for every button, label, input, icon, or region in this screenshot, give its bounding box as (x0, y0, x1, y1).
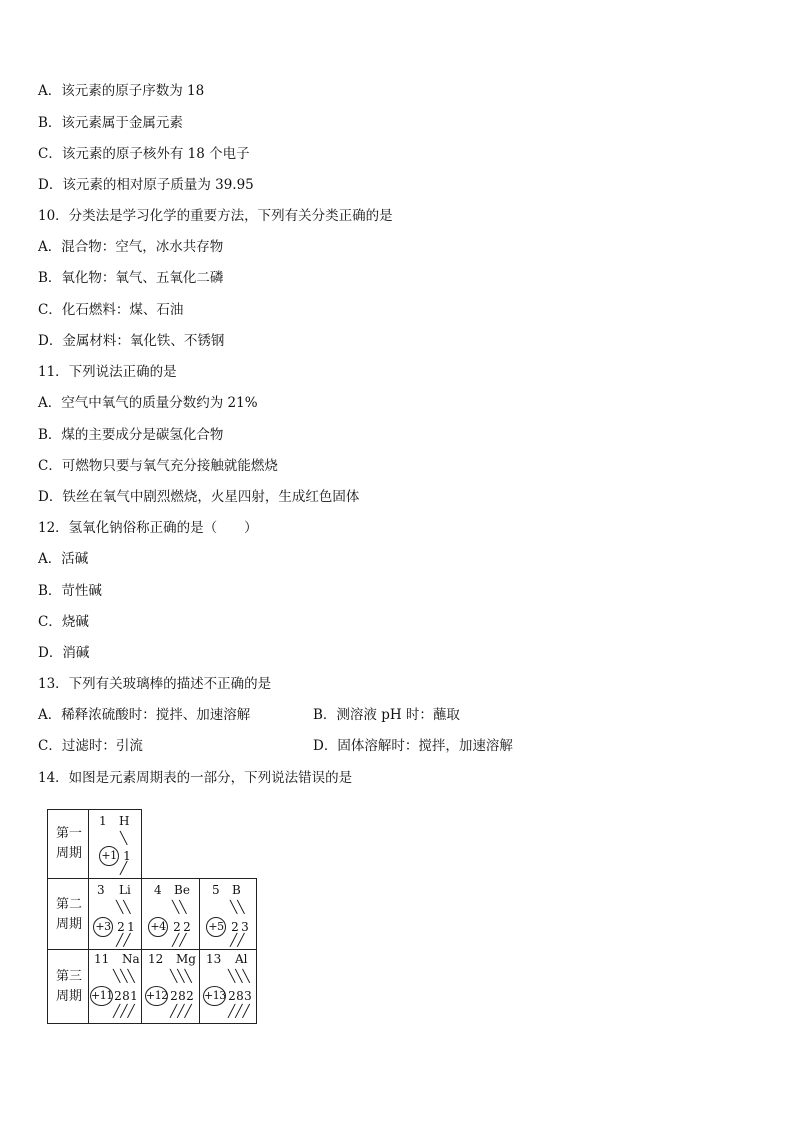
shell-arc-be-bottom: ╱╱ (172, 933, 187, 947)
element-cell-h (88, 809, 142, 879)
shell-mg-1: 2 (170, 989, 178, 1003)
nucleus-be: +4 (148, 917, 168, 937)
q12-stem: 12．氢氧化钠俗称正确的是（ ） (38, 520, 258, 536)
element-cell-mg (141, 949, 200, 1024)
shell-li-2: 1 (127, 920, 135, 934)
element-number-be: 4 (154, 883, 162, 897)
shell-na-3: 1 (130, 989, 138, 1003)
element-number-b: 5 (212, 883, 220, 897)
q13-option-b: B．测溶液 pH 时：蘸取 (313, 707, 460, 723)
q9-option-d: D．该元素的相对原子质量为 39.95 (38, 177, 254, 193)
element-symbol-li: Li (119, 883, 131, 897)
element-number-li: 3 (97, 883, 105, 897)
nucleus-na: +11 (90, 986, 113, 1006)
q9-option-a: A．该元素的原子序数为 18 (38, 83, 205, 99)
shell-mg-3: 2 (186, 989, 194, 1003)
period-3-label: 第三 周期 (55, 969, 82, 1004)
q13-option-a: A．稀释浓硫酸时：搅拌、加速溶解 (38, 707, 251, 723)
nucleus-li: +3 (93, 917, 113, 937)
element-symbol-be: Be (174, 883, 190, 897)
element-number-na: 11 (94, 952, 110, 966)
q12-option-c: C．烧碱 (38, 614, 89, 630)
shell-arc-na-bottom: ╱╱╱ (113, 1004, 135, 1018)
q10-option-b: B．氧化物：氧气、五氧化二磷 (38, 270, 224, 286)
shell-na-1: 2 (114, 989, 122, 1003)
q11-stem: 11．下列说法正确的是 (38, 364, 177, 380)
element-cell-be (141, 878, 200, 950)
shell-al-3: 3 (244, 989, 252, 1003)
q12-option-b: B．苛性碱 (38, 583, 102, 599)
shell-arc-mg-bottom: ╱╱╱ (170, 1004, 192, 1018)
period-1-label: 第一 周期 (55, 826, 82, 861)
element-symbol-b: B (232, 883, 241, 897)
q14-stem: 14．如图是元素周期表的一部分，下列说法错误的是 (38, 770, 353, 786)
element-symbol-h: H (119, 814, 130, 828)
q9-option-b: B．该元素属于金属元素 (38, 115, 183, 131)
q10-option-c: C．化石燃料：煤、石油 (38, 302, 184, 318)
shell-h-1: 1 (123, 849, 131, 863)
q10-option-a: A．混合物：空气，冰水共存物 (38, 239, 224, 255)
shell-arc-na: ╲╲╲ (113, 969, 135, 983)
periodic-table-fragment (47, 809, 257, 1024)
shell-al-2: 8 (236, 989, 244, 1003)
shell-arc-al: ╲╲╲ (228, 969, 250, 983)
q12-option-d: D．消碱 (38, 645, 90, 661)
nucleus-al: +13 (203, 986, 226, 1006)
shell-arc-h-bottom: ╱ (120, 861, 128, 875)
shell-al-1: 2 (228, 989, 236, 1003)
q11-option-c: C．可燃物只要与氧气充分接触就能燃烧 (38, 458, 278, 474)
shell-arc-h: ╲ (120, 831, 128, 845)
nucleus-mg: +12 (145, 986, 168, 1006)
q10-stem: 10．分类法是学习化学的重要方法，下列有关分类正确的是 (38, 208, 393, 224)
nucleus-h: +1 (99, 846, 119, 866)
shell-arc-b-bottom: ╱╱ (230, 933, 245, 947)
element-symbol-na: Na (122, 952, 140, 966)
shell-arc-b: ╲╲ (230, 900, 245, 914)
period-1-label-cell (47, 809, 89, 879)
element-symbol-al: Al (235, 952, 248, 966)
period-2-label-cell (47, 878, 89, 950)
q11-option-b: B．煤的主要成分是碳氢化合物 (38, 427, 224, 443)
element-number-h: 1 (99, 814, 107, 828)
q12-option-a: A．活碱 (38, 551, 89, 567)
shell-arc-be: ╲╲ (172, 900, 187, 914)
shell-be-2: 2 (183, 920, 191, 934)
element-symbol-mg: Mg (176, 952, 196, 966)
element-cell-al (199, 949, 257, 1024)
q9-option-c: C．该元素的原子核外有 18 个电子 (38, 146, 250, 162)
q11-option-a: A．空气中氧气的质量分数约为 21% (38, 395, 258, 411)
element-cell-na (88, 949, 142, 1024)
shell-b-1: 2 (231, 920, 239, 934)
element-cell-b (199, 878, 257, 950)
shell-arc-al-bottom: ╱╱╱ (228, 1004, 250, 1018)
element-number-al: 13 (206, 952, 222, 966)
shell-arc-li-bottom: ╱╱ (116, 933, 131, 947)
period-2-label: 第二 周期 (55, 897, 82, 932)
q10-option-d: D．金属材料：氧化铁、不锈钢 (38, 333, 225, 349)
shell-li-1: 2 (117, 920, 125, 934)
element-number-mg: 12 (148, 952, 164, 966)
shell-arc-li: ╲╲ (116, 900, 131, 914)
shell-mg-2: 8 (178, 989, 186, 1003)
q13-option-d: D．固体溶解时：搅拌，加速溶解 (313, 738, 513, 754)
q13-option-c: C．过滤时：引流 (38, 738, 143, 754)
element-cell-li (88, 878, 142, 950)
nucleus-b: +5 (206, 917, 226, 937)
shell-b-2: 3 (241, 920, 249, 934)
q11-option-d: D．铁丝在氧气中剧烈燃烧，火星四射，生成红色固体 (38, 489, 360, 505)
period-3-label-cell (47, 949, 89, 1024)
q13-stem: 13．下列有关玻璃棒的描述不正确的是 (38, 676, 272, 692)
shell-na-2: 8 (122, 989, 130, 1003)
shell-arc-mg: ╲╲╲ (170, 969, 192, 983)
shell-be-1: 2 (173, 920, 181, 934)
